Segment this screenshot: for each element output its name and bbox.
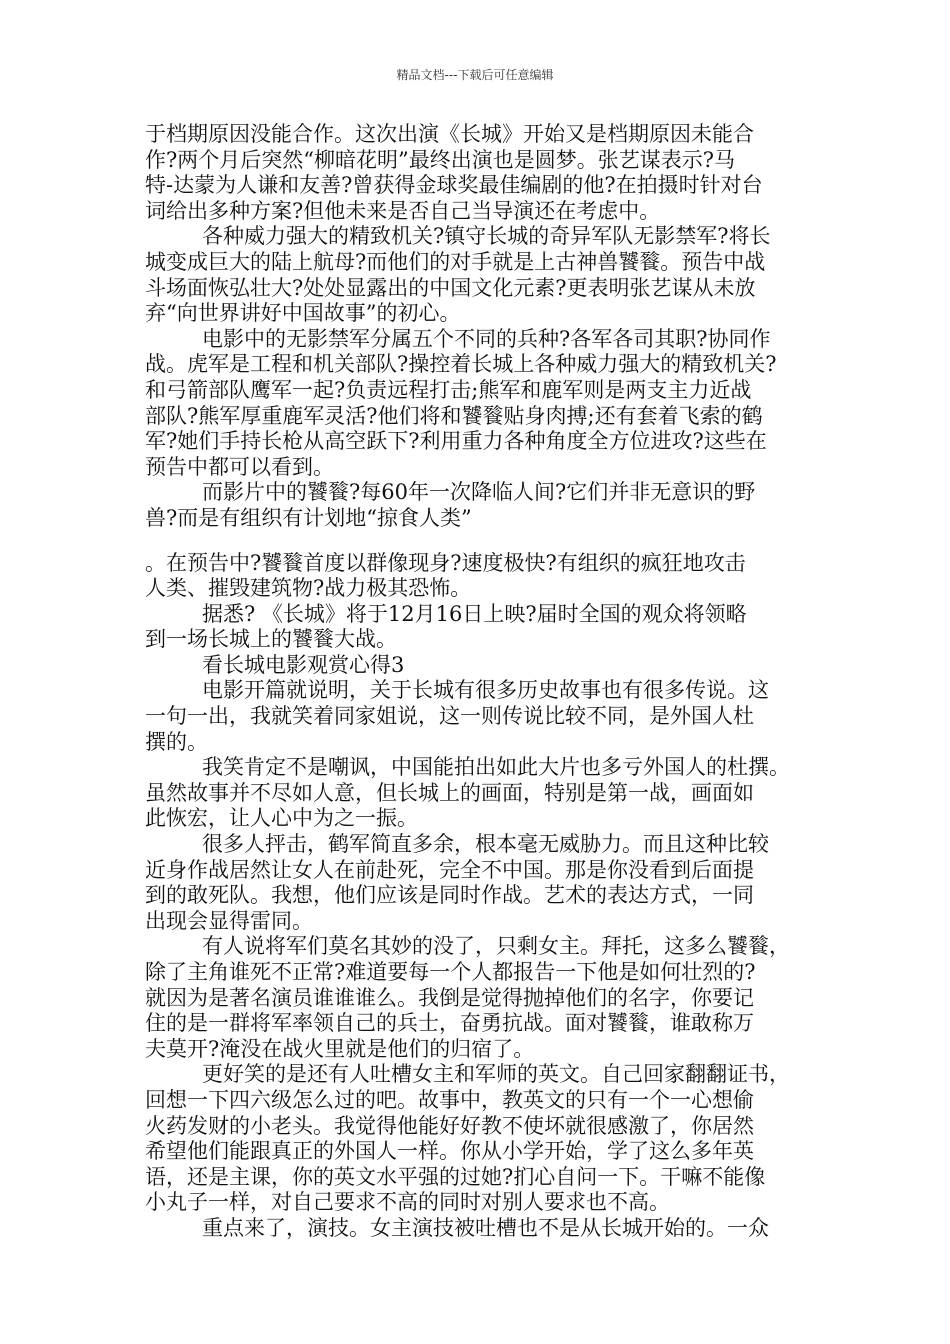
text-line: 回想一下四六级怎么过的吧。故事中，教英文的只有一个一心想偷 xyxy=(145,1087,754,1112)
section-heading: 看长城电影观赏心得3 xyxy=(202,652,405,677)
text-line: 人类、摧毁建筑物?战力极其恐怖。 xyxy=(145,576,472,601)
text-line: 一句一出，我就笑着同家姐说，这一则传说比较不同，是外国人杜 xyxy=(145,704,754,729)
paragraph-start-line: 而影片中的饕餮?每60年一次降临人间?它们并非无意识的野 xyxy=(202,480,756,505)
text-line: 预告中都可以看到。 xyxy=(145,454,334,479)
text-line: 希望他们能跟真正的外国人一样。你从小学开始，学了这么多年英 xyxy=(145,1139,754,1164)
text-line: 战。虎军是工程和机关部队?操控着长城上各种威力强大的精致机关? xyxy=(145,352,777,377)
text-line: 于档期原因没能合作。这次出演《长城》开始又是档期原因未能合 xyxy=(145,122,754,146)
paragraph-start-line: 很多人抨击，鹤军简直多余，根本毫无威胁力。而且这种比较 xyxy=(202,832,769,857)
text-line: 近身作战居然让女人在前赴死，完全不中国。那是你没看到后面提 xyxy=(145,857,754,882)
text-line: 到一场长城上的饕餮大战。 xyxy=(145,627,397,652)
text-line: 小丸子一样，对自己要求不高的同时对别人要求也不高。 xyxy=(145,1190,670,1215)
text-line: 兽?而是有组织有计划地“掠食人类” xyxy=(145,505,472,530)
text-line: 和弓箭部队鹰军一起?负责远程打击;熊军和鹿军则是两支主力近战 xyxy=(145,377,752,402)
paragraph-start-line: 各种威力强大的精致机关?镇守长城的奇异军队无影禁军?将长 xyxy=(202,224,771,249)
text-line: 部队?熊军厚重鹿军灵活?他们将和饕餮贴身肉搏;还有套着飞索的鹤 xyxy=(145,403,763,428)
text-line: 。在预告中?饕餮首度以群像现身?速度极快?有组织的疯狂地攻击 xyxy=(145,550,746,575)
page-header: 精品文档---下载后可任意编辑 xyxy=(396,68,554,82)
text-line: 军?她们手持长枪从高空跃下?利用重力各种角度全方位进攻?这些在 xyxy=(145,429,767,454)
paragraph-start-line: 有人说将军们莫名其妙的没了，只剩女主。拜托，这多么饕餮， xyxy=(202,934,790,959)
paragraph-start-line: 重点来了，演技。女主演技被吐槽也不是从长城开始的。一众 xyxy=(202,1215,769,1240)
paragraph-start-line: 据悉? 《长城》将于12月16日上映?届时全国的观众将领略 xyxy=(202,601,747,626)
text-line: 住的是一群将军率领自己的兵士，奋勇抗战。面对饕餮，谁敢称万 xyxy=(145,1011,754,1036)
text-line: 特-达蒙为人谦和友善?曾获得金球奖最佳编剧的他?在拍摄时针对台 xyxy=(145,173,763,198)
text-line: 出现会显得雷同。 xyxy=(145,908,313,933)
text-line: 火药发财的小老头。我觉得他能好好教不使坏就很感激了，你居然 xyxy=(145,1113,754,1138)
text-line: 此恢宏，让人心中为之一振。 xyxy=(145,806,418,831)
text-line: 词给出多种方案?但他未来是否自己当导演还在考虑中。 xyxy=(145,198,661,223)
paragraph-start-line: 更好笑的是还有人吐槽女主和军师的英文。自己回家翻翻证书， xyxy=(202,1062,790,1087)
text-line: 到的敢死队。我想，他们应该是同时作战。艺术的表达方式，一同 xyxy=(145,883,754,908)
paragraph-gap xyxy=(145,532,810,551)
document-body xyxy=(145,122,810,1242)
text-line: 作?两个月后突然“柳暗花明”最终出演也是圆梦。张艺谋表示?马 xyxy=(145,147,735,172)
text-line: 就因为是著名演员谁谁谁么。我倒是觉得抛掉他们的名字，你要记 xyxy=(145,985,754,1010)
text-line: 除了主角谁死不正常?难道要每一个人都报告一下他是如何壮烈的? xyxy=(145,960,756,984)
text-line: 撰的。 xyxy=(145,729,208,754)
text-line: 城变成巨大的陆上航母?而他们的对手就是上古神兽饕餮。预告中战 xyxy=(145,249,766,274)
text-line: 虽然故事并不尽如人意，但长城上的画面，特别是第一战，画面如 xyxy=(145,780,754,805)
text-line: 弃“向世界讲好中国故事”的初心。 xyxy=(145,301,461,326)
paragraph-start-line: 我笑肯定不是嘲讽，中国能拍出如此大片也多亏外国人的杜撰。 xyxy=(202,755,790,780)
text-line: 语，还是主课，你的英文水平强的过她?扪心自问一下。干嘛不能像 xyxy=(145,1164,766,1189)
paragraph-start-line: 电影中的无影禁军分属五个不同的兵种?各军各司其职?协同作 xyxy=(202,326,771,351)
text-line: 斗场面恢弘壮大?处处显露出的中国文化元素?更表明张艺谋从未放 xyxy=(145,275,756,300)
paragraph-start-line: 电影开篇就说明，关于长城有很多历史故事也有很多传说。这 xyxy=(202,678,769,703)
text-line: 夫莫开?淹没在战火里就是他们的归宿了。 xyxy=(145,1036,535,1061)
